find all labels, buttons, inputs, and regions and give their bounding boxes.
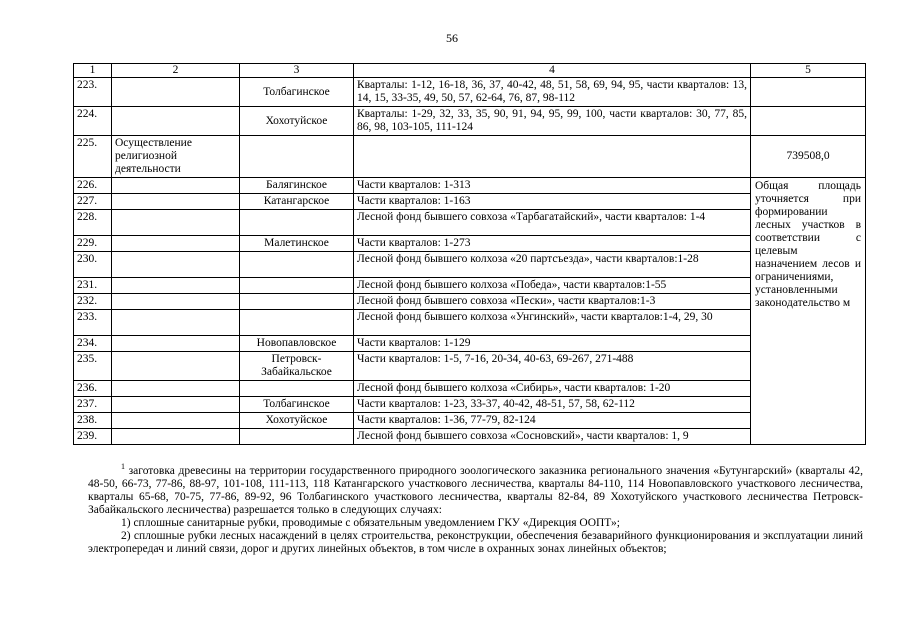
district-cell — [240, 310, 354, 336]
district-cell — [240, 381, 354, 397]
quarters-cell: Лесной фонд бывшего колхоза «20 партсъезда», части кварталов:1-28 — [354, 252, 751, 278]
footnote-item: 1) сплошные санитарные рубки, проводимые с обязательным уведомлением ГКУ «Дирекция ООПТ»; — [121, 517, 620, 529]
district-cell — [240, 252, 354, 278]
row-number-cell: 228. — [74, 210, 112, 236]
quarters-cell: Части кварталов: 1-273 — [354, 236, 751, 252]
district-cell: Балягинское — [240, 178, 354, 194]
row-number-cell: 227. — [74, 194, 112, 210]
table-row — [74, 194, 866, 210]
table-row — [74, 78, 866, 107]
row-number-cell: 229. — [74, 236, 112, 252]
table-row — [74, 381, 866, 397]
purpose-cell — [112, 252, 240, 278]
district-cell — [240, 136, 354, 178]
row-number-cell: 230. — [74, 252, 112, 278]
table-row — [74, 136, 866, 178]
row-number-cell: 238. — [74, 413, 112, 429]
area-cell: 739508,0 — [751, 136, 866, 178]
purpose-cell — [112, 397, 240, 413]
purpose-cell — [112, 78, 240, 107]
column-header: 5 — [751, 64, 866, 78]
table-row — [74, 352, 866, 381]
quarters-cell: Лесной фонд бывшего совхоза «Тарбагатайский», части кварталов: 1-4 — [354, 210, 751, 236]
row-number-cell: 235. — [74, 352, 112, 381]
purpose-cell — [112, 178, 240, 194]
district-cell — [240, 429, 354, 445]
row-number-cell: 232. — [74, 294, 112, 310]
table-row — [74, 413, 866, 429]
table-row — [74, 429, 866, 445]
row-number-cell: 223. — [74, 78, 112, 107]
row-number-cell: 233. — [74, 310, 112, 336]
purpose-cell — [112, 194, 240, 210]
row-number-cell: 237. — [74, 397, 112, 413]
table-row — [74, 397, 866, 413]
area-note-cell: Общая площадь уточняется при формировании лесных участков в соответствии с целевым назначением лесов и ограничениями, установленными законодательство м — [751, 178, 866, 445]
purpose-cell — [112, 336, 240, 352]
purpose-cell — [112, 278, 240, 294]
table-row — [74, 310, 866, 336]
table-row — [74, 252, 866, 278]
quarters-cell: Лесной фонд бывшего совхоза «Сосновский», части кварталов: 1, 9 — [354, 429, 751, 445]
district-cell: Хохотуйское — [240, 107, 354, 136]
footnote-paragraph — [88, 462, 864, 517]
district-cell — [240, 278, 354, 294]
row-number-cell: 236. — [74, 381, 112, 397]
forest-table — [73, 63, 866, 445]
row-number-cell: 239. — [74, 429, 112, 445]
row-number-cell: 226. — [74, 178, 112, 194]
quarters-cell: Лесной фонд бывшего колхоза «Победа», части кварталов:1-55 — [354, 278, 751, 294]
purpose-cell — [112, 107, 240, 136]
column-header: 4 — [354, 64, 751, 78]
district-cell: Хохотуйское — [240, 413, 354, 429]
table-row — [74, 278, 866, 294]
table-row — [74, 107, 866, 136]
district-cell: Малетинское — [240, 236, 354, 252]
district-cell: Новопавловское — [240, 336, 354, 352]
area-cell — [751, 78, 866, 107]
quarters-cell: Части кварталов: 1-36, 77-79, 82-124 — [354, 413, 751, 429]
quarters-cell: Части кварталов: 1-5, 7-16, 20-34, 40-63, 69-267, 271-488 — [354, 352, 751, 381]
purpose-cell — [112, 429, 240, 445]
quarters-cell: Части кварталов: 1-313 — [354, 178, 751, 194]
table-row — [74, 294, 866, 310]
district-cell: Катангарское — [240, 194, 354, 210]
district-cell: Петровск-Забайкальское — [240, 352, 354, 381]
quarters-cell: Части кварталов: 1-163 — [354, 194, 751, 210]
footnote-item: 2) сплошные рубки лесных насаждений в целях строительства, реконструкции, обеспечения безаварийного функционирования и эксплуатации линий электропередач и линий связи, дорог и других линейных объектов, в том числе в охранных зонах линейных объектов; — [88, 530, 863, 555]
purpose-cell — [112, 381, 240, 397]
district-cell: Толбагинское — [240, 397, 354, 413]
footnotes — [88, 462, 864, 556]
quarters-cell — [354, 136, 751, 178]
quarters-cell: Кварталы: 1-29, 32, 33, 35, 90, 91, 94, 95, 99, 100, части кварталов: 30, 77, 85, 86, 98, 103-105, 111-124 — [354, 107, 751, 136]
purpose-cell — [112, 210, 240, 236]
row-number-cell: 234. — [74, 336, 112, 352]
district-cell: Толбагинское — [240, 78, 354, 107]
quarters-cell: Лесной фонд бывшего колхоза «Сибирь», части кварталов: 1-20 — [354, 381, 751, 397]
column-header: 3 — [240, 64, 354, 78]
page-number: 56 — [446, 31, 458, 45]
quarters-cell: Лесной фонд бывшего совхоза «Пески», части кварталов:1-3 — [354, 294, 751, 310]
row-number-cell: 231. — [74, 278, 112, 294]
table-header-row — [74, 64, 866, 78]
table-row — [74, 210, 866, 236]
quarters-cell: Кварталы: 1-12, 16-18, 36, 37, 40-42, 48, 51, 58, 69, 94, 95, части кварталов: 13, 14, 15, 33-35, 49, 50, 57, 62-64, 76, 87, 98-112 — [354, 78, 751, 107]
purpose-cell — [112, 236, 240, 252]
footnote-text: заготовка древесины на территории государственного природного зоологического заказника регионального значения «Бутунгарский» (кварталы 42, 48-50, 66-73, 77-86, 88-97, 101-108, 111-113, 118 Катангарского участкового лесничества, кварталы 84-110, 114 Новопавловского участкового лесничества, кварталы 65-68, 70-75, 77-86, 89-92, 96 Толбагинского участкового лесничества, кварталы 82-84, 89 Хохотуйского участкового лесничества Петровск-Забайкальского лесничества) разрешается только в следующих случаях: — [88, 465, 864, 516]
purpose-cell — [112, 294, 240, 310]
purpose-cell — [112, 413, 240, 429]
district-cell — [240, 294, 354, 310]
footnote-marker: 1 — [121, 462, 125, 472]
purpose-cell — [112, 352, 240, 381]
area-cell — [751, 107, 866, 136]
column-header: 1 — [74, 64, 112, 78]
district-cell — [240, 210, 354, 236]
table-row — [74, 236, 866, 252]
table-row — [74, 336, 866, 352]
row-number-cell: 225. — [74, 136, 112, 178]
row-number-cell: 224. — [74, 107, 112, 136]
purpose-cell — [112, 310, 240, 336]
quarters-cell: Части кварталов: 1-129 — [354, 336, 751, 352]
purpose-cell: Осуществление религиозной деятельности — [112, 136, 240, 178]
column-header: 2 — [112, 64, 240, 78]
quarters-cell: Лесной фонд бывшего колхоза «Унгинский», части кварталов:1-4, 29, 30 — [354, 310, 751, 336]
table-row — [74, 178, 866, 194]
quarters-cell: Части кварталов: 1-23, 33-37, 40-42, 48-51, 57, 58, 62-112 — [354, 397, 751, 413]
